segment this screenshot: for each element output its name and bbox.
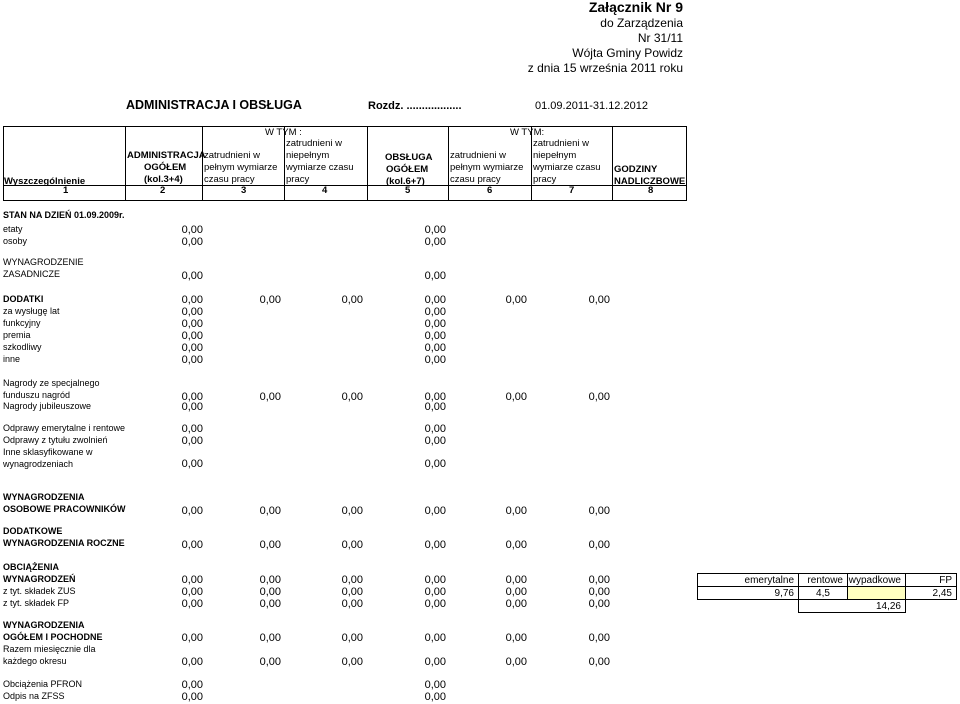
w-tym-label-1: W TYM : <box>265 127 302 138</box>
cell-c5: 0,00 <box>424 458 446 470</box>
col2-h2: OGÓŁEM <box>144 162 187 173</box>
cell-c5: 0,00 <box>424 574 446 586</box>
col3-h2: pełnym wymiarze <box>204 162 278 173</box>
cell-c2: 0,00 <box>181 691 203 703</box>
cell-c7: 0,00 <box>588 391 610 403</box>
cell-c7: 0,00 <box>588 598 610 610</box>
cell-c3: 0,00 <box>259 656 281 668</box>
cell-c2: 0,00 <box>181 391 203 403</box>
row-label: Inne sklasyfikowane w <box>3 447 93 457</box>
cell-c3: 0,00 <box>259 574 281 586</box>
colnum-6: 6 <box>487 185 493 196</box>
cell-c5: 0,00 <box>424 691 446 703</box>
row-label: za wysługę lat <box>3 306 60 316</box>
side-h-rentowe: rentowe <box>798 573 848 587</box>
colnum-7: 7 <box>569 185 575 196</box>
col6-h2: pełnym wymiarze <box>450 162 524 173</box>
w-tym-label-2: W TYM: <box>510 127 545 138</box>
cell-c7: 0,00 <box>588 505 610 517</box>
cell-c2: 0,00 <box>181 435 203 447</box>
cell-c3: 0,00 <box>259 586 281 598</box>
cell-c2: 0,00 <box>181 306 203 318</box>
cell-c5: 0,00 <box>424 598 446 610</box>
col4-h2: niepełnym <box>286 150 330 161</box>
col4-h4: pracy <box>286 174 310 185</box>
rozdz-label: Rozdz. .................. <box>368 100 462 112</box>
side-fp-value: 2,45 <box>905 586 957 600</box>
cell-c4: 0,00 <box>341 656 363 668</box>
row-label: Odprawy emerytalne i rentowe <box>3 423 126 433</box>
side-wypadkowe-value <box>847 586 906 600</box>
row-label: WYNAGRODZENIA ROCZNE <box>3 538 125 548</box>
cell-c6: 0,00 <box>505 574 527 586</box>
cell-c6: 0,00 <box>505 656 527 668</box>
col-description: Wyszczególnienie <box>4 176 86 187</box>
cell-c6: 0,00 <box>505 632 527 644</box>
side-h-emerytalne: emerytalne <box>697 573 799 587</box>
header-line-4: Wójta Gminy Powidz <box>572 46 683 60</box>
cell-c6: 0,00 <box>505 294 527 306</box>
cell-c4: 0,00 <box>341 539 363 551</box>
colnum-3: 3 <box>241 185 247 196</box>
cell-c7: 0,00 <box>588 656 610 668</box>
col5-h3: (kol.6+7) <box>386 176 425 187</box>
cell-c7: 0,00 <box>588 574 610 586</box>
header-line-2: do Zarządzenia <box>600 16 683 30</box>
cell-c5: 0,00 <box>424 401 446 413</box>
col7-h3: wymiarze czasu <box>533 162 601 173</box>
colnum-5: 5 <box>405 185 411 196</box>
cell-c2: 0,00 <box>181 423 203 435</box>
stan-label: STAN NA DZIEŃ 01.09.2009r. <box>3 210 125 220</box>
cell-c7: 0,00 <box>588 586 610 598</box>
cell-c2: 0,00 <box>181 539 203 551</box>
cell-c5: 0,00 <box>424 318 446 330</box>
row-label: WYNAGRODZENIE <box>3 257 84 267</box>
row-label: funkcyjny <box>3 318 41 328</box>
cell-c5: 0,00 <box>424 539 446 551</box>
row-label: inne <box>3 354 21 364</box>
row-label: DODATKI <box>3 294 44 304</box>
cell-c3: 0,00 <box>259 598 281 610</box>
col3-h1: zatrudnieni w <box>204 150 260 161</box>
col5-h2: OGÓŁEM <box>386 164 429 175</box>
colnum-1: 1 <box>63 185 69 196</box>
row-label: każdego okresu <box>3 656 67 666</box>
cell-c4: 0,00 <box>341 505 363 517</box>
cell-c2: 0,00 <box>181 458 203 470</box>
col7-h2: niepełnym <box>533 150 577 161</box>
cell-c2: 0,00 <box>181 342 203 354</box>
cell-c5: 0,00 <box>424 632 446 644</box>
cell-c6: 0,00 <box>505 391 527 403</box>
cell-c5: 0,00 <box>424 505 446 517</box>
cell-c4: 0,00 <box>341 632 363 644</box>
cell-c7: 0,00 <box>588 539 610 551</box>
cell-c2: 0,00 <box>181 236 203 248</box>
cell-c2: 0,00 <box>181 632 203 644</box>
cell-c5: 0,00 <box>424 270 446 282</box>
cell-c5: 0,00 <box>424 435 446 447</box>
attachment-number: Załącznik Nr 9 <box>588 0 683 15</box>
col4-h1: zatrudnieni w <box>286 138 342 149</box>
side-h-wypadkowe: wypadkowe <box>847 573 906 587</box>
cell-c2: 0,00 <box>181 598 203 610</box>
row-label: premia <box>3 330 31 340</box>
col2-h1: ADMINISTRACJA <box>127 150 206 161</box>
side-rentowe-value: 4,5 <box>798 586 848 600</box>
cell-c3: 0,00 <box>259 294 281 306</box>
row-label: z tyt. składek ZUS <box>3 586 76 596</box>
col8-h1: GODZINY <box>614 164 658 175</box>
cell-c5: 0,00 <box>424 586 446 598</box>
row-label: szkodliwy <box>3 342 42 352</box>
cell-c3: 0,00 <box>259 391 281 403</box>
cell-c2: 0,00 <box>181 679 203 691</box>
cell-c2: 0,00 <box>181 330 203 342</box>
cell-c4: 0,00 <box>341 598 363 610</box>
cell-c2: 0,00 <box>181 224 203 236</box>
row-label: etaty <box>3 224 23 234</box>
row-label: osoby <box>3 236 28 246</box>
row-label: Odpis na ZFSS <box>3 691 65 701</box>
cell-c7: 0,00 <box>588 294 610 306</box>
row-label: WYNAGRODZENIA <box>3 620 85 630</box>
col6-h3: czasu pracy <box>450 174 501 185</box>
row-label: funduszu nagród <box>3 390 71 400</box>
row-label: Nagrody ze specjalnego <box>3 378 100 388</box>
col7-h4: pracy <box>533 174 557 185</box>
cell-c6: 0,00 <box>505 505 527 517</box>
cell-c2: 0,00 <box>181 270 203 282</box>
cell-c5: 0,00 <box>424 391 446 403</box>
cell-c5: 0,00 <box>424 656 446 668</box>
row-label: OBCIĄŻENIA <box>3 562 59 572</box>
colnum-2: 2 <box>160 185 166 196</box>
cell-c5: 0,00 <box>424 679 446 691</box>
cell-c5: 0,00 <box>424 306 446 318</box>
header-line-5: z dnia 15 września 2011 roku <box>527 61 683 75</box>
cell-c2: 0,00 <box>181 574 203 586</box>
col5-h1: OBSŁUGA <box>385 152 433 163</box>
cell-c2: 0,00 <box>181 505 203 517</box>
page-title: ADMINISTRACJA I OBSŁUGA <box>126 98 302 112</box>
cell-c5: 0,00 <box>424 342 446 354</box>
cell-c5: 0,00 <box>424 330 446 342</box>
cell-c5: 0,00 <box>424 294 446 306</box>
cell-c7: 0,00 <box>588 632 610 644</box>
period-label: 01.09.2011-31.12.2012 <box>535 100 648 112</box>
colnum-4: 4 <box>322 185 328 196</box>
cell-c5: 0,00 <box>424 423 446 435</box>
row-label: OSOBOWE PRACOWNIKÓW <box>3 504 126 514</box>
col3-h3: czasu pracy <box>204 174 255 185</box>
cell-c5: 0,00 <box>424 236 446 248</box>
cell-c2: 0,00 <box>181 401 203 413</box>
col8-h2: NADLICZBOWE <box>614 176 686 187</box>
cell-c4: 0,00 <box>341 586 363 598</box>
cell-c2: 0,00 <box>181 294 203 306</box>
row-label: ZASADNICZE <box>3 269 61 279</box>
col2-h3: (kol.3+4) <box>144 174 183 185</box>
cell-c2: 0,00 <box>181 318 203 330</box>
cell-c3: 0,00 <box>259 632 281 644</box>
header-line-3: Nr 31/11 <box>637 31 683 45</box>
side-h-fp: FP <box>905 573 957 587</box>
cell-c6: 0,00 <box>505 539 527 551</box>
cell-c2: 0,00 <box>181 354 203 366</box>
col4-h3: wymiarze czasu <box>286 162 354 173</box>
row-label: WYNAGRODZEŃ <box>3 574 76 584</box>
side-emerytalne-value: 9,76 <box>697 586 799 600</box>
colnum-8: 8 <box>648 185 654 196</box>
row-label: z tyt. składek FP <box>3 598 70 608</box>
row-label: Nagrody jubileuszowe <box>3 401 92 411</box>
col7-h1: zatrudnieni w <box>533 138 589 149</box>
cell-c4: 0,00 <box>341 574 363 586</box>
cell-c5: 0,00 <box>424 354 446 366</box>
cell-c4: 0,00 <box>341 294 363 306</box>
cell-c3: 0,00 <box>259 539 281 551</box>
row-label: wynagrodzeniach <box>3 459 74 469</box>
cell-c6: 0,00 <box>505 598 527 610</box>
row-label: DODATKOWE <box>3 526 63 536</box>
cell-c4: 0,00 <box>341 391 363 403</box>
row-label: Odprawy z tytułu zwolnień <box>3 435 108 445</box>
cell-c2: 0,00 <box>181 656 203 668</box>
cell-c3: 0,00 <box>259 505 281 517</box>
side-total-value: 14,26 <box>798 599 906 613</box>
row-label: OGÓŁEM I POCHODNE <box>3 632 103 642</box>
cell-c6: 0,00 <box>505 586 527 598</box>
row-label: Razem miesięcznie dla <box>3 644 96 654</box>
row-label: Obciążenia PFRON <box>3 679 83 689</box>
cell-c2: 0,00 <box>181 586 203 598</box>
row-label: WYNAGRODZENIA <box>3 492 85 502</box>
cell-c5: 0,00 <box>424 224 446 236</box>
col6-h1: zatrudnieni w <box>450 150 506 161</box>
